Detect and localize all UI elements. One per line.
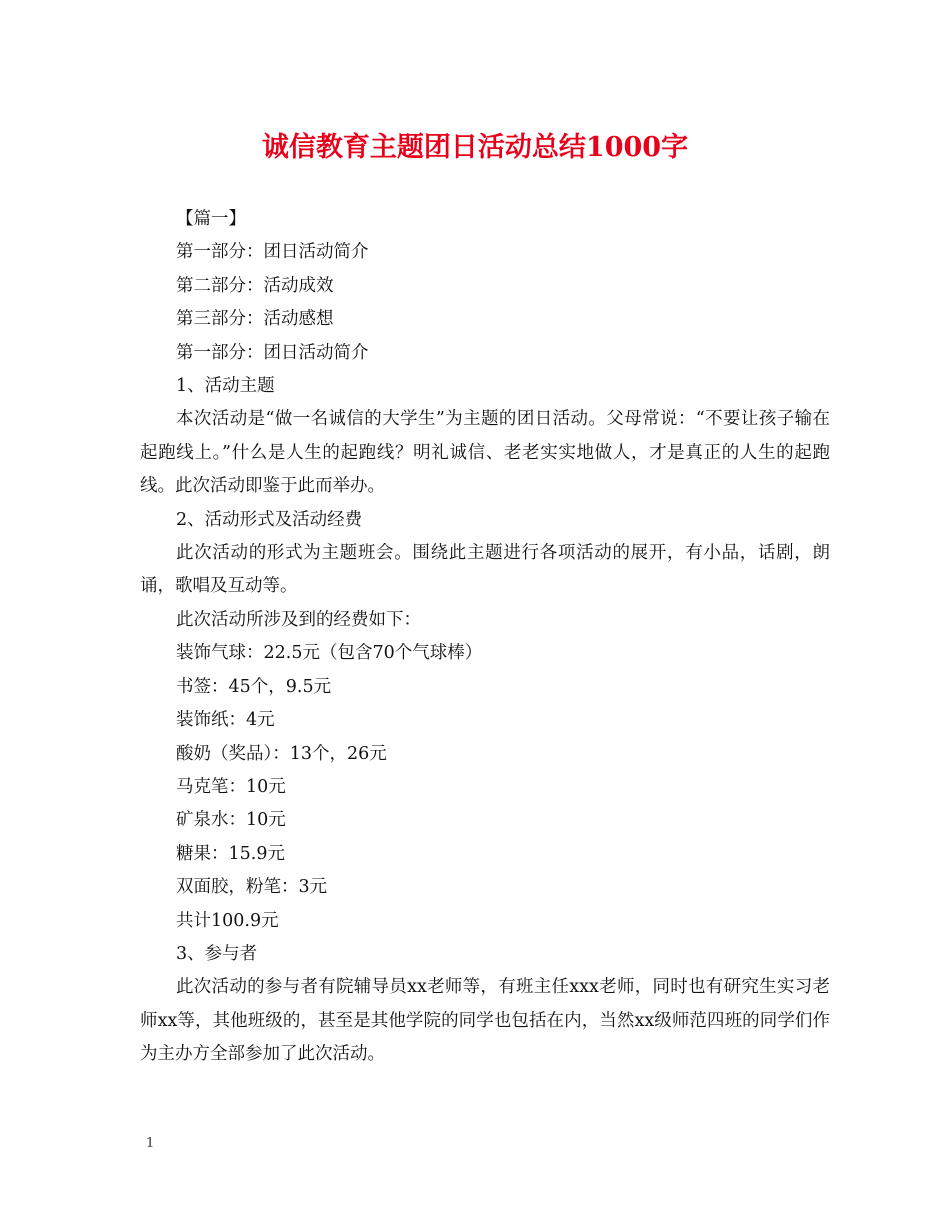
- document-body: [140, 203, 830, 1072]
- paragraph-format: 此次活动的形式为主题班会。围绕此主题进行各项活动的展开，有小品，话剧，朗诵，歌唱及互动等。: [140, 543, 830, 597]
- expense-item: 双面胶，粉笔：3元: [176, 877, 328, 898]
- expense-intro: 此次活动所涉及到的经费如下：: [176, 609, 421, 630]
- expense-item: 矿泉水：10元: [176, 810, 286, 831]
- expense-item: 装饰气球：22.5元（包含70个气球棒）: [176, 643, 483, 664]
- expense-item: 糖果：15.9元: [176, 843, 285, 864]
- paragraph-participants: 此次活动的参与者有院辅导员xx老师等，有班主任xxx老师，同时也有研究生实习老师xx等，其他班级的，甚至是其他学院的同学也包括在内，当然xx级师范四班的同学们作为主办方全部参加了此次活动。: [140, 977, 830, 1065]
- expense-item: 书签：45个，9.5元: [176, 676, 332, 697]
- toc-line-2: 第二部分：活动成效: [176, 275, 334, 296]
- expense-total: 共计100.9元: [176, 910, 279, 931]
- expense-item: 马克笔：10元: [176, 776, 286, 797]
- part-heading: 第一部分：团日活动简介: [176, 342, 369, 363]
- subheading-theme: 1、活动主题: [176, 376, 275, 397]
- paragraph-theme: 本次活动是“做一名诚信的大学生”为主题的团日活动。父母常说：“不要让孩子输在起跑线上。”什么是人生的起跑线？明礼诚信、老老实实地做人，才是真正的人生的起跑线。此次活动即鉴于此而举办。: [140, 409, 830, 497]
- toc-line-3: 第三部分：活动感想: [176, 309, 334, 330]
- section-label: 【篇一】: [176, 209, 246, 229]
- expense-item: 酸奶（奖品）：13个，26元: [176, 743, 387, 764]
- subheading-participants: 3、参与者: [176, 943, 258, 964]
- document-title: 诚信教育主题团日活动总结1000字: [261, 132, 689, 163]
- subheading-format: 2、活动形式及活动经费: [176, 509, 363, 530]
- expense-item: 装饰纸：4元: [176, 710, 275, 731]
- page-number: 1: [146, 1136, 155, 1151]
- toc-line-1: 第一部分：团日活动简介: [176, 242, 369, 263]
